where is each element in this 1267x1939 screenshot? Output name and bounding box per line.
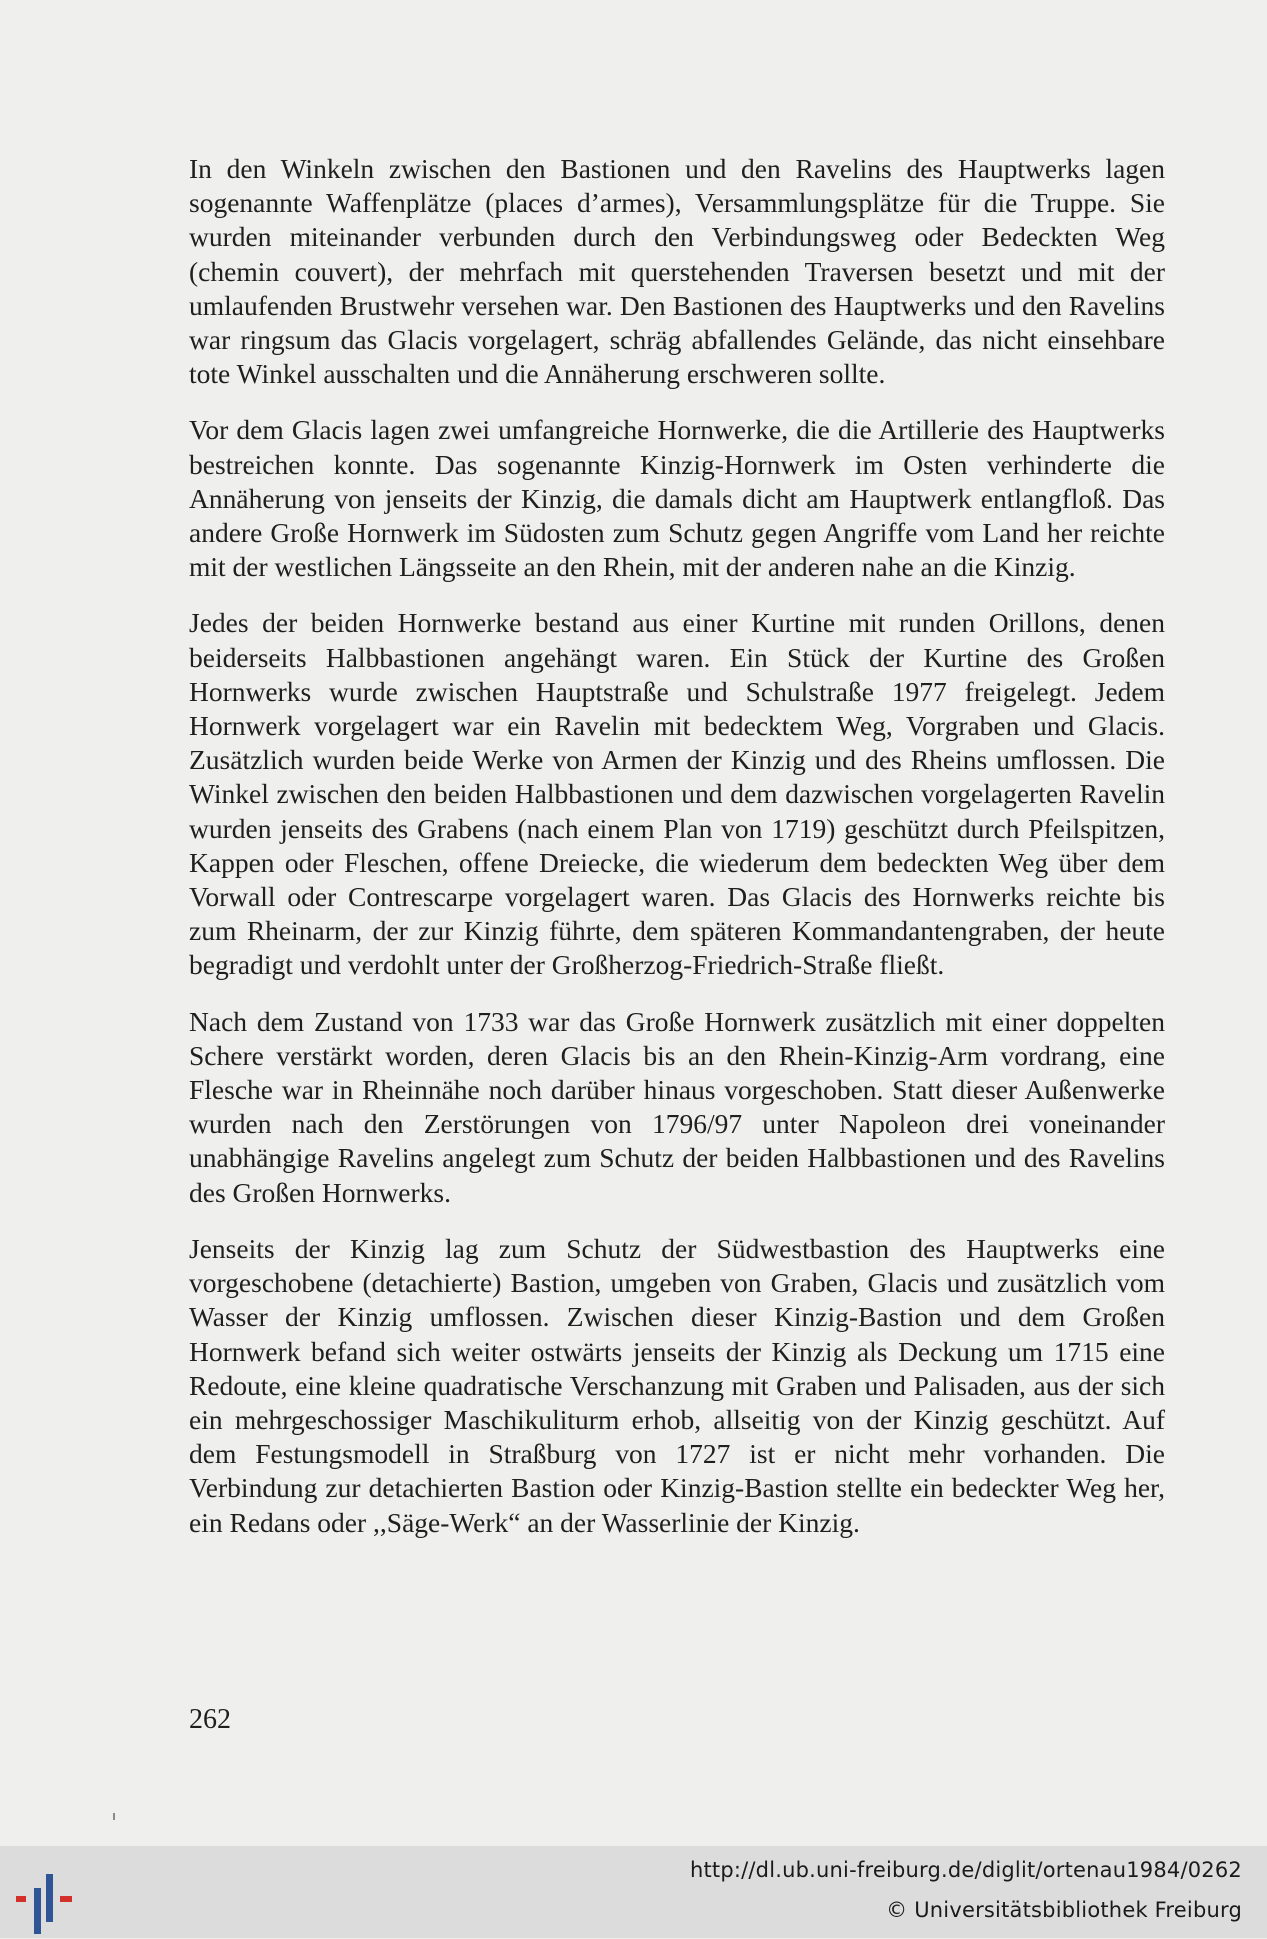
permalink-url[interactable]: http://dl.ub.uni-freiburg.de/diglit/ortenau1984/0262 [689,1858,1242,1882]
paragraph-2: Vor dem Glacis lagen zwei umfangreiche Hornwerke, die die Artillerie des Hauptwerks bestreichen konnte. Das sogenannte Kinzig-Hornwerk im Osten verhinderte die Annäherung von jenseits der Kinzig, die damals dicht am Hauptwerk entlangfloß. Das andere Große Hornwerk im Südosten zum Schutz gegen Angriffe vom Land her reichte mit der westlichen Längsseite an den Rhein, mit der anderen nahe an die Kinzig. [189,414,1165,583]
paragraph-5: Jenseits der Kinzig lag zum Schutz der Südwestbastion des Hauptwerks eine vorgeschobene (detachierte) Bastion, umgeben von Graben, Glacis und zusätzlich vom Wasser der Kinzig umflossen. Zwischen dieser Kinzig-Bastion und dem Großen Hornwerk befand sich weiter ostwärts jenseits der Kinzig als Deckung um 1715 eine Redoute, eine kleine quadratische Verschanzung mit Graben und Palisaden, aus der sich ein mehrgeschossiger Maschikuliturm erhob, allseitig von der Kinzig geschützt. Auf dem Festungsmodell in Straßburg von 1727 ist er nicht mehr vorhanden. Die Verbindung zur detachierten Bastion oder Kinzig-Bastion stellte ein bedeckter Weg her, ein Redans oder ,,Säge-Werk“ an der Wasserlinie der Kinzig. [189,1232,1165,1538]
library-footer-bar [0,1846,1267,1938]
scan-speck [113,1813,115,1820]
university-library-logo-icon [14,1874,78,1934]
copyright-notice: © Universitätsbibliothek Freiburg [886,1898,1242,1922]
page-number: 262 [189,1704,231,1735]
paragraph-4: Nach dem Zustand von 1733 war das Große Hornwerk zusätzlich mit einer doppelten Schere verstärkt worden, deren Glacis bis an den Rhein-Kinzig-Arm vordrang, eine Flesche war in Rheinnähe noch darüber hinaus vorgeschoben. Statt dieser Außenwerke wurden nach den Zerstörungen von 1796/97 unter Napoleon drei voneinander unabhängige Ravelins angelegt zum Schutz der beiden Halbbastionen und des Ravelins des Großen Hornwerks. [189,1005,1165,1208]
paragraph-3: Jedes der beiden Hornwerke bestand aus einer Kurtine mit runden Orillons, denen beiderseits Halbbastionen angehängt waren. Ein Stück der Kurtine des Großen Hornwerks wurde zwischen Hauptstraße und Schulstraße 1977 freigelegt. Jedem Hornwerk vorgelagert war ein Ravelin mit bedecktem Weg, Vorgraben und Glacis. Zusätzlich wurden beide Werke von Armen der Kinzig und des Rheins umflossen. Die Winkel zwischen den beiden Halbbastionen und dem dazwischen vorgelagerten Ravelin wurden jenseits des Grabens (nach einem Plan von 1719) geschützt durch Pfeilspitzen, Kappen oder Fleschen, offene Dreiecke, die wiederum dem bedeckten Weg über dem Vorwall oder Contrescarpe vorgelagert waren. Das Glacis des Hornwerks reichte bis zum Rheinarm, der zur Kinzig führte, dem späteren Kommandantengraben, der heute begradigt und verdohlt unter der Großherzog-Friedrich-Straße fließt. [189,607,1165,981]
paragraph-1: In den Winkeln zwischen den Bastionen und den Ravelins des Hauptwerks lagen sogenannte Waffenplätze (places d’armes), Versammlungsplätze für die Truppe. Sie wurden miteinander verbunden durch den Verbindungsweg oder Bedeckten Weg (chemin couvert), der mehrfach mit querstehenden Traversen besetzt und mit der umlaufenden Brustwehr versehen war. Den Bastionen des Hauptwerks und den Ravelins war ringsum das Glacis vorgelagert, schräg abfallendes Gelände, das nicht einsehbare tote Winkel ausschalten und die Annäherung erschweren sollte. [189,153,1165,390]
body-text [189,152,1165,1562]
